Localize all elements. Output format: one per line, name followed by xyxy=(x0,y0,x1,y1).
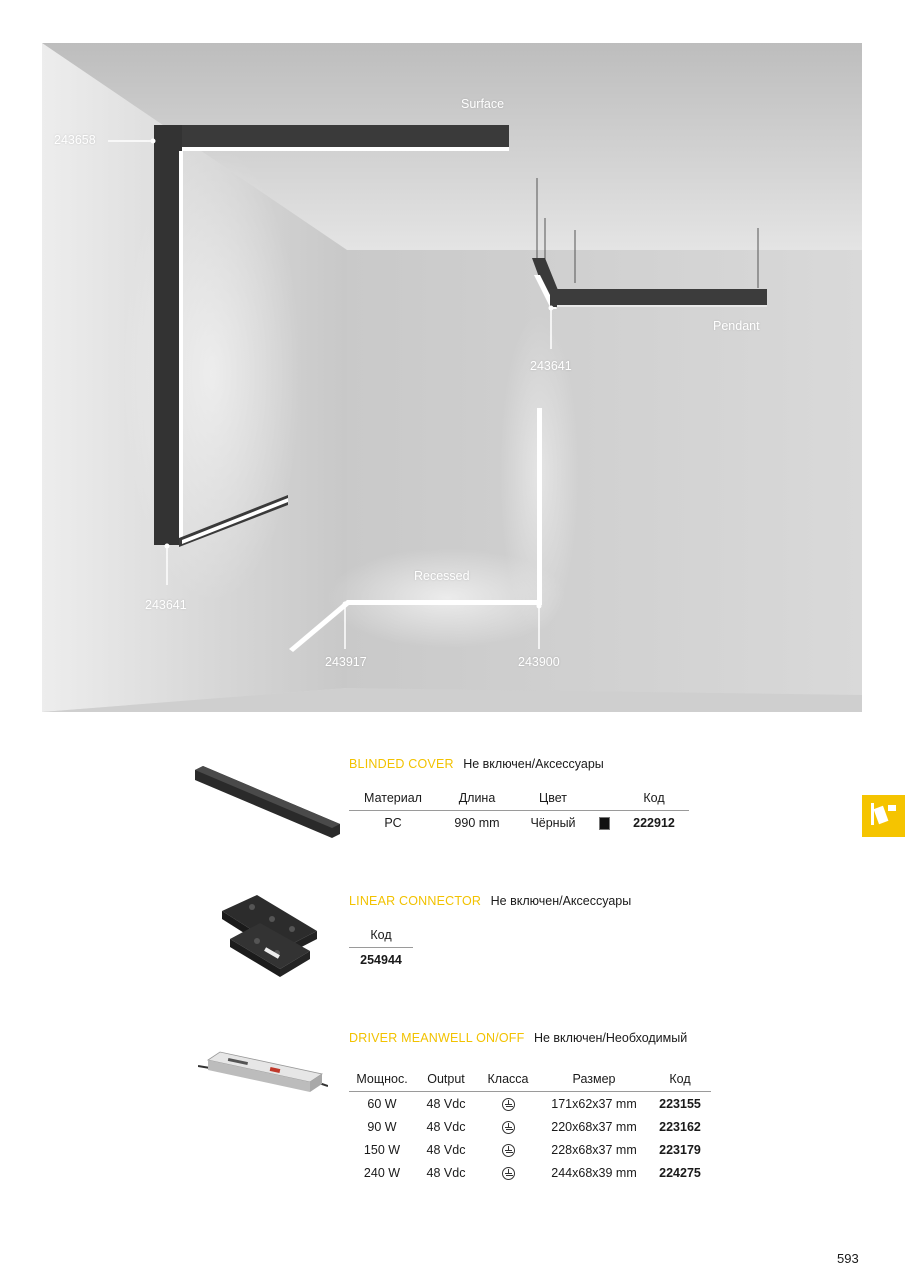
header-code: Код xyxy=(619,789,689,811)
table-row xyxy=(349,1092,711,1116)
table-row xyxy=(349,1115,711,1138)
ground-icon xyxy=(502,1098,515,1111)
power-value: 60 W xyxy=(367,1096,397,1111)
output-value: 48 Vdc xyxy=(426,1165,466,1180)
linear-connector-title xyxy=(349,894,631,908)
size-value: 244x68x39 mm xyxy=(551,1165,637,1180)
table-row xyxy=(349,1161,711,1184)
driver-image xyxy=(198,1046,328,1096)
driver-title xyxy=(349,1031,687,1045)
length-value: 990 mm xyxy=(454,815,500,830)
header-class: Класса xyxy=(477,1070,539,1092)
table-row xyxy=(349,1138,711,1161)
size-value: 171x62x37 mm xyxy=(551,1096,637,1111)
header-power: Мощнос. xyxy=(349,1070,415,1092)
ground-icon xyxy=(502,1144,515,1157)
header-code: Код xyxy=(349,926,413,948)
output-value: 48 Vdc xyxy=(426,1096,466,1111)
label-pendant: Pendant xyxy=(713,319,760,333)
linear-connector-note: Не включен/Аксессуары xyxy=(490,894,632,908)
label-code-243641-pendant: 243641 xyxy=(530,359,572,373)
driver-table xyxy=(349,1070,711,1184)
code-value: 223162 xyxy=(659,1119,701,1134)
header-length: Длина xyxy=(437,789,517,811)
header-swatch xyxy=(589,789,619,811)
hero-image xyxy=(42,43,862,712)
section-tab xyxy=(862,795,905,837)
blinded-cover-note: Не включен/Аксессуары xyxy=(463,757,604,771)
output-value: 48 Vdc xyxy=(426,1119,466,1134)
table-row xyxy=(349,948,413,972)
code-value: 254944 xyxy=(360,952,402,967)
label-code-243900: 243900 xyxy=(518,655,560,669)
blinded-cover-name: BLINDED COVER xyxy=(349,757,454,771)
label-code-243917: 243917 xyxy=(325,655,367,669)
label-recessed: Recessed xyxy=(414,569,470,583)
label-surface: Surface xyxy=(461,97,505,111)
power-value: 150 W xyxy=(363,1142,401,1157)
size-value: 220x68x37 mm xyxy=(551,1119,637,1134)
driver-name: DRIVER MEANWELL ON/OFF xyxy=(349,1031,525,1045)
code-value: 223155 xyxy=(659,1096,701,1111)
page-number: 593 xyxy=(837,1251,859,1266)
code-value: 222912 xyxy=(633,815,675,830)
code-value: 223179 xyxy=(659,1142,701,1157)
linear-connector-name: LINEAR CONNECTOR xyxy=(349,894,482,908)
output-value: 48 Vdc xyxy=(426,1142,466,1157)
header-size: Размер xyxy=(539,1070,649,1092)
ground-icon xyxy=(502,1121,515,1134)
power-value: 240 W xyxy=(363,1165,401,1180)
power-value: 90 W xyxy=(367,1119,397,1134)
blinded-cover-image xyxy=(195,762,340,842)
header-code: Код xyxy=(649,1070,711,1092)
label-code-243641-left: 243641 xyxy=(145,598,187,612)
linear-connector-table xyxy=(349,926,413,971)
material-value: PC xyxy=(384,815,402,830)
spotlight-icon xyxy=(862,795,905,837)
blinded-cover-title xyxy=(349,757,604,771)
header-material: Материал xyxy=(349,789,437,811)
label-code-243658: 243658 xyxy=(54,133,96,147)
header-color: Цвет xyxy=(517,789,589,811)
code-value: 224275 xyxy=(659,1165,701,1180)
size-value: 228x68x37 mm xyxy=(551,1142,637,1157)
table-row xyxy=(349,811,689,835)
driver-note: Не включен/Необходимый xyxy=(533,1031,688,1045)
header-output: Output xyxy=(415,1070,477,1092)
ground-icon xyxy=(502,1167,515,1180)
blinded-cover-table xyxy=(349,789,689,834)
color-value: Чёрный xyxy=(530,815,576,830)
linear-connector-image xyxy=(222,893,317,978)
color-swatch xyxy=(599,817,610,830)
